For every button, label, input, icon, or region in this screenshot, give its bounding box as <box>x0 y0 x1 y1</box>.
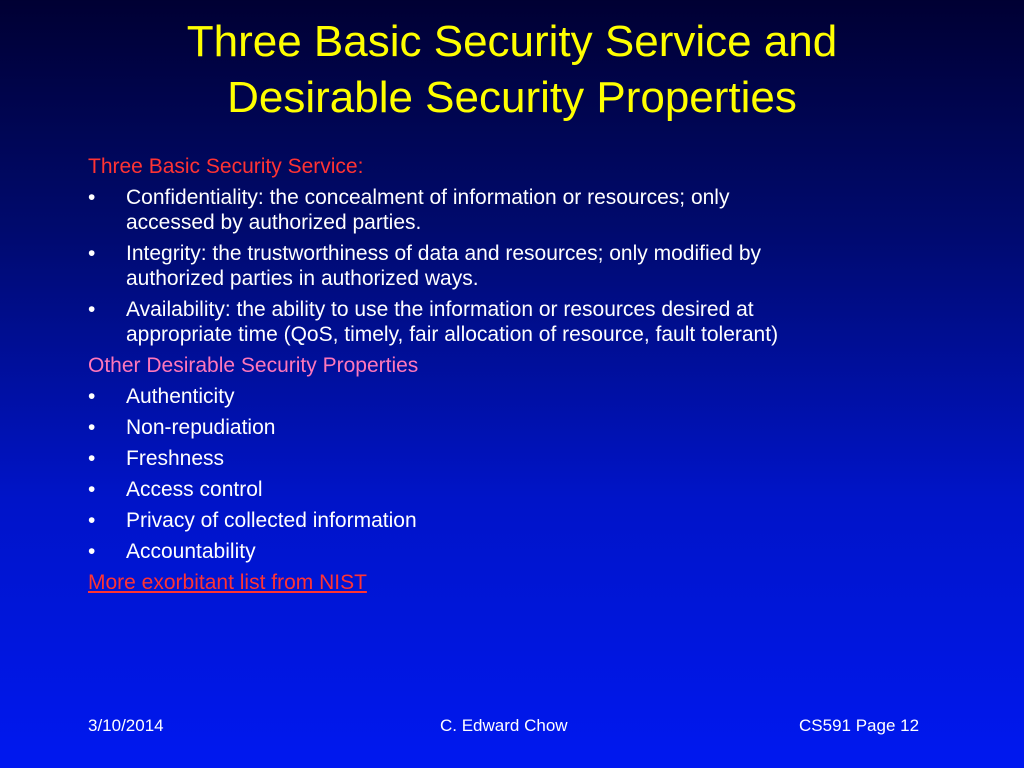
list-item-line: Availability: the ability to use the information or resources desired at <box>126 298 754 321</box>
footer-date: 3/10/2014 <box>88 716 164 735</box>
list-item-availability <box>88 297 968 347</box>
list-item-line: accessed by authorized parties. <box>126 211 422 234</box>
list-item-label: Non-repudiation <box>126 416 276 439</box>
list-item-line: Confidentiality: the concealment of information or resources; only <box>126 186 730 209</box>
slide-title-line-2: Desirable Security Properties <box>227 73 797 122</box>
list-item-label: Accountability <box>126 540 256 563</box>
basic-services-list <box>88 185 968 347</box>
list-item-privacy <box>88 508 968 533</box>
list-item-accountability <box>88 539 968 564</box>
bullet-icon: • <box>88 186 96 209</box>
list-item-confidentiality <box>88 185 968 235</box>
list-item-label: Authenticity <box>126 385 235 408</box>
bullet-icon: • <box>88 385 96 408</box>
slide-title-line-1: Three Basic Security Service and <box>186 17 838 66</box>
bullet-icon: • <box>88 416 96 439</box>
bullet-icon: • <box>88 478 96 501</box>
list-item-label: Access control <box>126 478 263 501</box>
list-item-line: authorized parties in authorized ways. <box>126 267 479 290</box>
footer-page-number: CS591 Page 12 <box>799 716 920 735</box>
list-item-line: Integrity: the trustworthiness of data and resources; only modified by <box>126 242 761 265</box>
bullet-icon: • <box>88 298 96 321</box>
list-item-integrity <box>88 241 968 291</box>
list-item-non-repudiation <box>88 415 968 440</box>
section-heading-basic-services: Three Basic Security Service: <box>88 155 364 178</box>
desirable-properties-list <box>88 384 968 564</box>
bullet-icon: • <box>88 242 96 265</box>
nist-list-link[interactable]: More exorbitant list from NIST <box>88 571 367 594</box>
list-item-label: Freshness <box>126 447 225 470</box>
slide-body <box>88 154 968 595</box>
bullet-icon: • <box>88 509 96 532</box>
list-item-access-control <box>88 477 968 502</box>
list-item-authenticity <box>88 384 968 409</box>
section-heading-desirable-properties: Other Desirable Security Properties <box>88 354 419 377</box>
bullet-icon: • <box>88 447 96 470</box>
bullet-icon: • <box>88 540 96 563</box>
footer-author: C. Edward Chow <box>440 716 568 735</box>
list-item-freshness <box>88 446 968 471</box>
slide-title <box>60 14 964 126</box>
list-item-label: Privacy of collected information <box>126 509 417 532</box>
list-item-line: appropriate time (QoS, timely, fair allocation of resource, fault tolerant) <box>126 323 779 346</box>
